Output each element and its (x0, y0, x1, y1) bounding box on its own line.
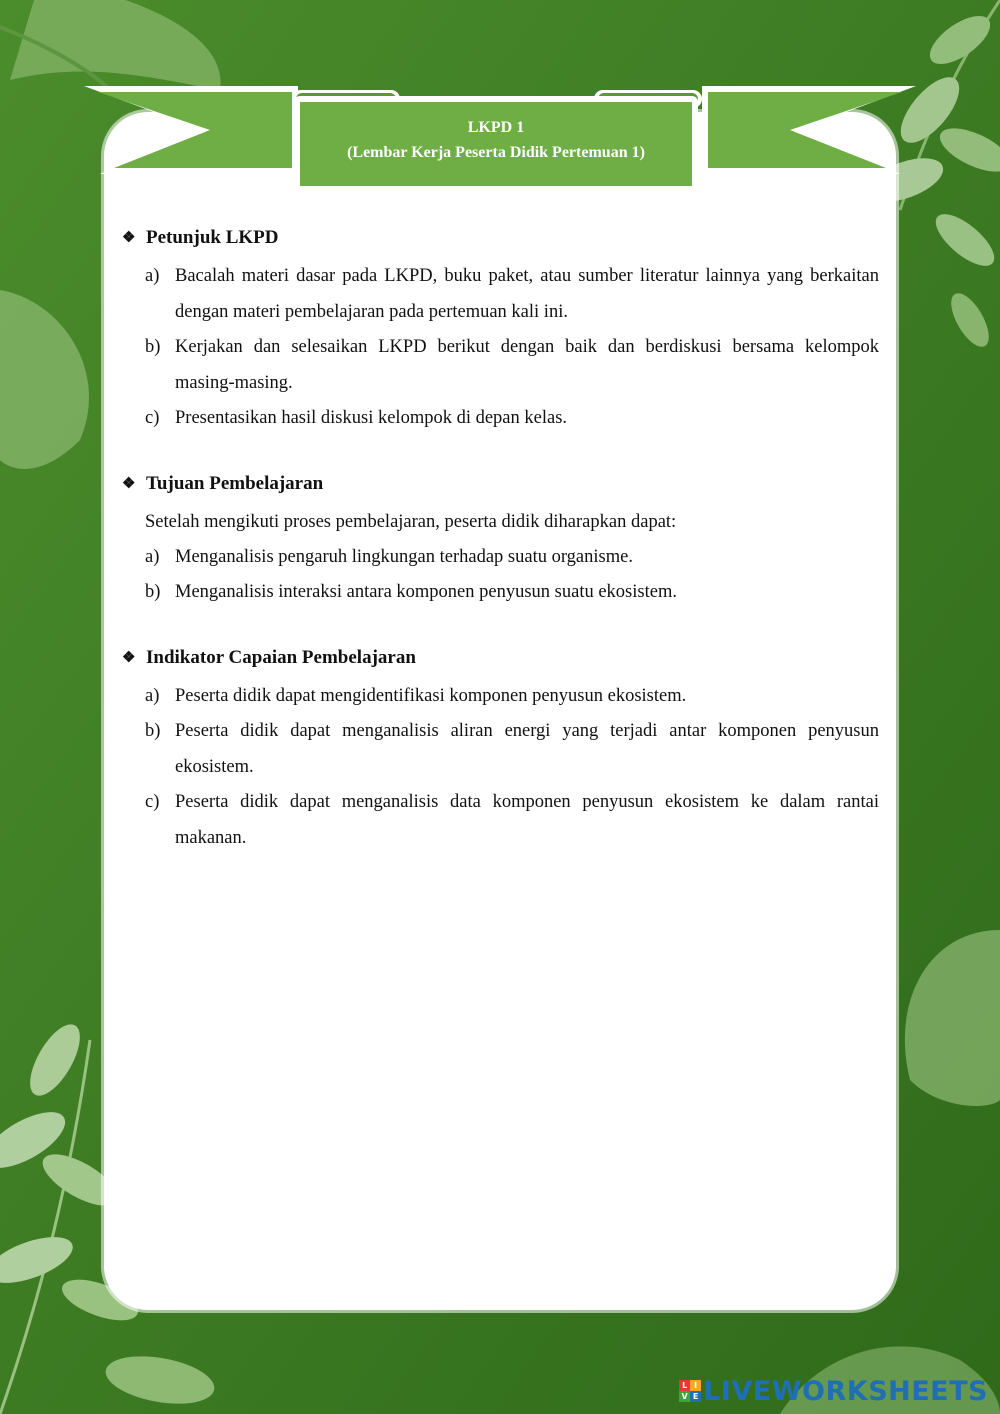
list-item (122, 679, 879, 715)
section-indikator (122, 644, 879, 857)
logo-letter: E (690, 1391, 701, 1402)
list-item-text: Peserta didik dapat mengidentifikasi komponen penyusun ekosistem. (175, 685, 687, 706)
logo-letter: V (679, 1391, 690, 1402)
logo-letter: L (679, 1380, 690, 1391)
section-heading (122, 470, 879, 498)
list-marker: b) (145, 721, 161, 741)
list-marker: b) (145, 337, 161, 357)
list-marker: a) (145, 546, 160, 567)
instruction-list (122, 259, 879, 437)
list-item-text: Bacalah materi dasar pada LKPD, buku paket, atau sumber literatur lainnya yang berkaitan dengan materi pembelajaran pada pertemuan kali ini. (175, 266, 879, 322)
section-tujuan (122, 470, 879, 611)
list-marker: a) (145, 685, 160, 706)
section-title: Petunjuk LKPD (146, 227, 279, 248)
list-marker: c) (145, 408, 160, 428)
list-item-text: Menganalisis pengaruh lingkungan terhadap suatu organisme. (175, 546, 633, 567)
list-item-text: Peserta didik dapat menganalisis aliran energi yang terjadi antar komponen penyusun ekosistem. (175, 721, 879, 777)
liveworksheets-text: LIVEWORKSHEETS (703, 1375, 988, 1407)
diamond-bullet-icon: ❖ (122, 649, 136, 666)
list-item-text: Presentasikan hasil diskusi kelompok di depan kelas. (175, 408, 568, 428)
list-item (122, 785, 879, 856)
section-title: Tujuan Pembelajaran (146, 472, 324, 494)
title-ribbon (84, 84, 916, 194)
section-heading (122, 644, 879, 672)
list-item (122, 540, 879, 576)
list-item-text: Kerjakan dan selesaikan LKPD berikut dengan baik dan berdiskusi bersama kelompok masing-masing. (175, 337, 879, 393)
list-item-text: Menganalisis interaksi antara komponen penyusun suatu ekosistem. (175, 582, 677, 602)
section-title: Indikator Capaian Pembelajaran (146, 646, 416, 668)
diamond-bullet-icon: ❖ (122, 475, 136, 492)
list-item (122, 330, 879, 401)
banner-subtitle: (Lembar Kerja Peserta Didik Pertemuan 1) (347, 144, 645, 161)
section-intro: Setelah mengikuti proses pembelajaran, peserta didik diharapkan dapat: (145, 511, 677, 532)
section-heading (122, 224, 879, 252)
list-item (122, 259, 879, 330)
section-petunjuk (122, 224, 879, 437)
list-marker: c) (145, 792, 160, 812)
liveworksheets-logo-icon (679, 1380, 701, 1402)
list-marker: a) (145, 266, 160, 286)
banner-title: LKPD 1 (467, 119, 525, 136)
objective-list (122, 540, 879, 611)
diamond-bullet-icon: ❖ (122, 230, 136, 246)
list-item (122, 714, 879, 785)
list-marker: b) (145, 582, 161, 602)
liveworksheets-watermark[interactable] (679, 1376, 988, 1406)
list-item-text: Peserta didik dapat menganalisis data komponen penyusun ekosistem ke dalam rantai makanan. (175, 792, 879, 848)
list-item (122, 401, 879, 437)
list-item (122, 575, 879, 611)
document-body (122, 224, 879, 889)
indicator-list (122, 679, 879, 857)
logo-letter: I (690, 1380, 701, 1391)
